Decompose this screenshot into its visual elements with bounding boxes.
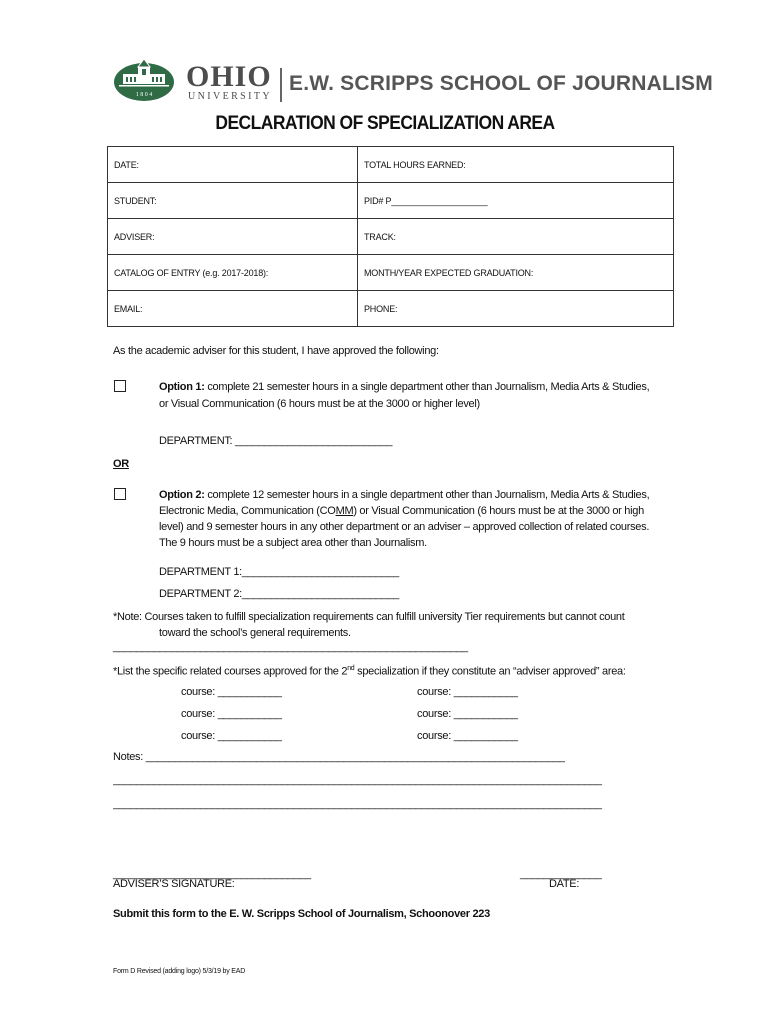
school-name: E.W. SCRIPPS SCHOOL OF JOURNALISM: [289, 72, 713, 95]
option1-checkbox[interactable]: [114, 380, 126, 392]
option1-line1: Option 1: complete 21 semester hours in a single department other than Journalism, Media Arts & Studies,: [159, 381, 650, 393]
pid-field[interactable]: PID# P____________________: [358, 183, 674, 219]
notes-line1[interactable]: Notes: ________________________________________________________________________: [113, 751, 565, 763]
student-info-table: [107, 146, 674, 327]
course-field[interactable]: course: ___________: [417, 730, 518, 742]
catalog-field[interactable]: CATALOG OF ENTRY (e.g. 2017-2018):: [108, 255, 358, 291]
total-hours-field[interactable]: TOTAL HOURS EARNED:: [358, 147, 674, 183]
notes-line3[interactable]: ____________________________________________________________________________________: [113, 798, 602, 810]
option2-line4: The 9 hours must be a subject area other than Journalism.: [159, 537, 427, 549]
option2-line3: level) and 9 semester hours in any other department or an adviser – approved collection of related courses.: [159, 521, 650, 533]
option1-department[interactable]: DEPARTMENT: ___________________________: [159, 435, 393, 447]
option1-line2: or Visual Communication (6 hours must be at the 3000 or higher level): [159, 398, 480, 410]
intro-text: As the academic adviser for this student, I have approved the following:: [113, 345, 439, 357]
track-field[interactable]: TRACK:: [358, 219, 674, 255]
university-wordmark: UNIVERSITY: [188, 91, 272, 102]
or-label: OR: [113, 458, 129, 470]
table-row: [108, 183, 674, 219]
table-row: [108, 255, 674, 291]
table-row: [108, 291, 674, 327]
table-row: [108, 219, 674, 255]
note-line2: toward the school’s general requirements.: [159, 627, 351, 639]
option2-checkbox[interactable]: [114, 488, 126, 500]
graduation-field[interactable]: MONTH/YEAR EXPECTED GRADUATION:: [358, 255, 674, 291]
signature-line[interactable]: __________________________________: [113, 868, 311, 880]
notes-line2[interactable]: ____________________________________________________________________________________: [113, 774, 602, 786]
option2-department1[interactable]: DEPARTMENT 1:___________________________: [159, 566, 399, 578]
ohio-wordmark: OHIO: [186, 60, 272, 93]
page-title: DECLARATION OF SPECIALIZATION AREA: [215, 113, 555, 134]
course-field[interactable]: course: ___________: [181, 686, 282, 698]
submit-instructions: Submit this form to the E. W. Scripps School of Journalism, Schoonover 223: [113, 908, 490, 920]
student-field[interactable]: STUDENT:: [108, 183, 358, 219]
course-list-instruction: *List the specific related courses approved for the 2nd specialization if they constitute an “adviser approved” area:: [113, 665, 626, 678]
note-line1: *Note: Courses taken to fulfill specialization requirements can fulfill university Tier requirements but cannot count: [113, 611, 625, 623]
date-line[interactable]: ______________: [520, 868, 602, 880]
course-field[interactable]: course: ___________: [181, 730, 282, 742]
option2-line1: Option 2: complete 12 semester hours in a single department other than Journalism, Media Arts & Studies,: [159, 489, 650, 501]
logo-year: 1 8 0 4: [135, 92, 153, 98]
course-field[interactable]: course: ___________: [181, 708, 282, 720]
option2-line2: Electronic Media, Communication (COMM) or Visual Communication (6 hours must be at the 3000 or high: [159, 505, 644, 517]
note-rule: _____________________________________________________________: [113, 641, 468, 653]
form-footer: Form D Revised (adding logo) 5/3/19 by EAD: [113, 968, 246, 975]
email-field[interactable]: EMAIL:: [108, 291, 358, 327]
option2-department2[interactable]: DEPARTMENT 2:___________________________: [159, 588, 399, 600]
phone-field[interactable]: PHONE:: [358, 291, 674, 327]
adviser-field[interactable]: ADVISER:: [108, 219, 358, 255]
date-label: DATE:: [549, 878, 580, 890]
course-field[interactable]: course: ___________: [417, 708, 518, 720]
ohio-university-logo: [113, 58, 175, 102]
date-field[interactable]: DATE:: [108, 147, 358, 183]
signature-label: ADVISER’S SIGNATURE:: [113, 878, 235, 890]
course-field[interactable]: course: ___________: [417, 686, 518, 698]
table-row: [108, 147, 674, 183]
header-divider: [280, 68, 282, 102]
